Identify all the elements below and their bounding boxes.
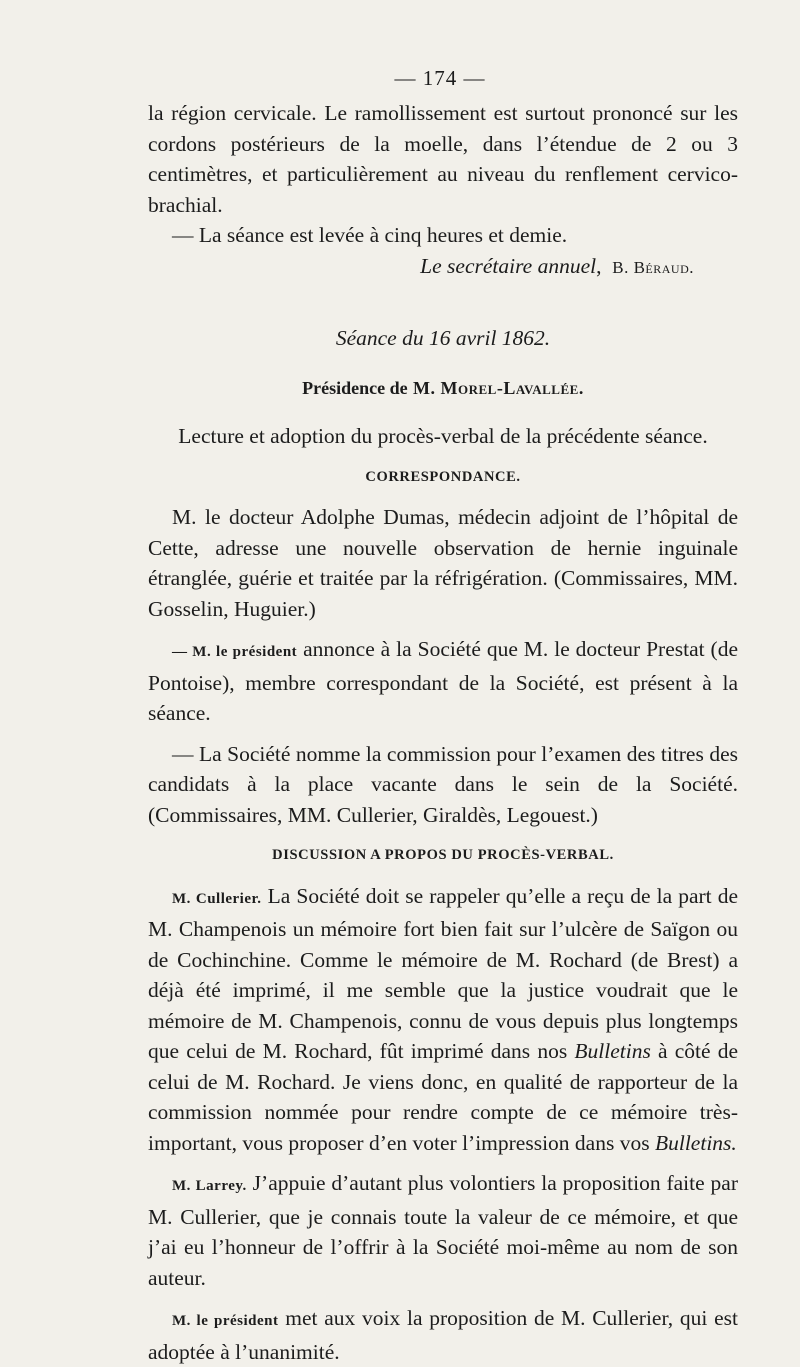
larrey-text: J’appuie d’autant plus volontiers la proposition faite par M. Cullerier, que je connais toute la valeur de ce mémoire, et que j’ai eu l’honneur de l’offrir à la Société moi-même au nom de son auteur. <box>148 1171 738 1290</box>
cullerier-text-b: à côté de celui de M. Rochard. Je viens donc, en qualité de rapporteur de la commission nommée pour rendre compte de ce mémoire très-important, vous proposer d’en voter l’impression dans vos <box>148 1039 739 1155</box>
spacer <box>148 1293 738 1303</box>
presidency-line <box>148 372 738 404</box>
prestat-label: — M. le président <box>172 644 298 660</box>
reading-line: Lecture et adoption du procès-verbal de la précédente séance. <box>178 424 708 448</box>
larrey-paragraph <box>148 1168 738 1293</box>
signature: Le secrétaire annuel, B. Béraud. <box>420 253 694 278</box>
dumas-paragraph: M. le docteur Adolphe Dumas, médecin adjoint de l’hôpital de Cette, adresse une nouvelle observation de hernie inguinale étranglée, guérie et traitée par la réfrigération. (Commissaires, MM. Gosselin, Huguier.) <box>148 505 738 621</box>
vote-label: M. le président <box>172 1313 279 1329</box>
vote-paragraph <box>148 1303 738 1367</box>
intro-paragraph: la région cervicale. Le ramollissement est surtout prononcé sur les cordons postérieurs de la moelle, dans l’étendue de 2 ou 3 centimètres, et particulièrement au niveau du renflement cervico-brachial. <box>148 101 738 217</box>
session-title: Séance du 16 avril 1862. <box>335 326 551 350</box>
spacer <box>148 830 738 840</box>
spacer <box>148 403 738 421</box>
prestat-text: annonce à la Société que M. le docteur Prestat (de Pontoise), membre correspondant de la Société, est présent à la séance. <box>148 637 738 725</box>
spacer <box>148 871 738 881</box>
spacer <box>148 624 738 634</box>
closing-line: — La séance est levée à cinq heures et demie. <box>172 223 568 247</box>
cullerier-paragraph <box>148 881 738 1159</box>
cullerier-label: M. Cullerier. <box>172 890 262 907</box>
heading-discussion: DISCUSSION A PROPOS DU PROCÈS-VERBAL. <box>272 847 614 863</box>
page-number: — 174 — <box>394 66 486 90</box>
cullerier-italic-2: Bulletins. <box>654 1130 737 1155</box>
cullerier-text-a: La Société doit se rappeler qu’elle a reçu de la part de M. Champenois un mémoire fort bien fait sur l’ulcère de Saïgon ou de Cochinchine. Comme le mémoire de M. Rochard (de Brest) a déjà été imprimé, il me semble que la justice voudrait que le mémoire de M. Champenois, connu de vous depuis plus longtemps que celui de M. Rochard, fût imprimé dans nos <box>148 883 739 1063</box>
spacer <box>148 1158 738 1168</box>
presidency-name: M. Morel-Lavallée. <box>413 377 584 398</box>
spacer <box>148 283 738 323</box>
larrey-label: M. Larrey. <box>172 1178 247 1194</box>
signature-role: Le secrétaire annuel <box>420 253 597 278</box>
signature-name: B. Béraud. <box>612 257 694 277</box>
vote-text: met aux voix la proposition de M. Cullerier, qui est adoptée à l’unanimité. <box>148 1306 738 1364</box>
spacer <box>148 354 738 372</box>
cullerier-italic-1: Bulletins <box>574 1039 651 1063</box>
page-body <box>148 98 738 1367</box>
spacer <box>148 729 738 739</box>
commission-paragraph: — La Société nomme la commission pour l’examen des titres des candidats à la place vacante dans le sein de la Société. (Commissaires, MM. Cullerier, Giraldès, Legouest.) <box>148 741 738 827</box>
spacer <box>148 452 738 462</box>
heading-correspondance: CORRESPONDANCE. <box>365 468 521 485</box>
spacer <box>148 492 738 502</box>
presidency-prefix: Présidence de <box>302 377 408 398</box>
prestat-paragraph <box>148 634 738 729</box>
